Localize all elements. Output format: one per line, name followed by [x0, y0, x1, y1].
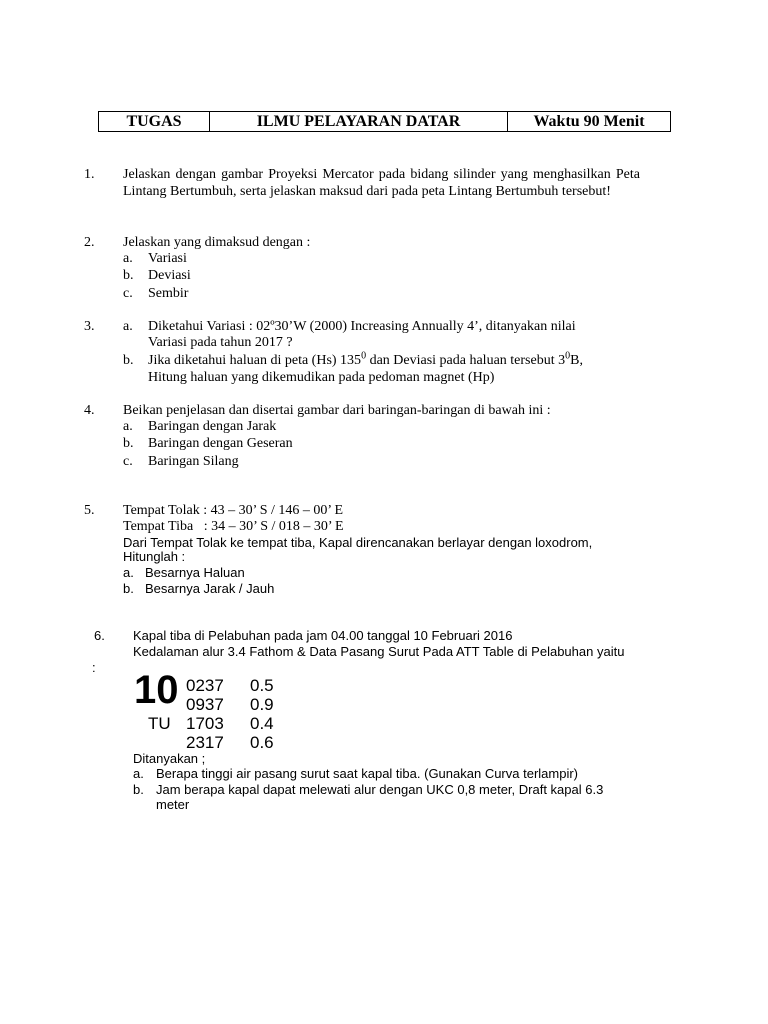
- q2-item-letter: a.: [123, 251, 133, 266]
- header-subject: ILMU PELAYARAN DATAR: [210, 112, 508, 131]
- q6-line1: Kapal tiba di Pelabuhan pada jam 04.00 tanggal 10 Februari 2016: [133, 628, 513, 643]
- q1-number: 1.: [84, 167, 95, 182]
- tide-time: 0237: [186, 676, 224, 695]
- tide-time: 0937: [186, 695, 224, 714]
- q6-colon: :: [92, 660, 96, 675]
- q4-number: 4.: [84, 403, 95, 418]
- tide-day: 10: [134, 668, 179, 712]
- q3a-line2: Variasi pada tahun 2017 ?: [148, 335, 293, 350]
- tide-time: 2317: [186, 733, 224, 752]
- header-time: Waktu 90 Menit: [533, 112, 645, 130]
- tide-height: 0.9: [250, 695, 274, 714]
- q6b-line2: meter: [156, 797, 190, 812]
- q5-line4: Hitunglah :: [123, 549, 186, 564]
- q1-text: Jelaskan dengan gambar Proyeksi Mercator pada bidang silinder yang menghasilkan Peta Lintang Bertumbuh, serta jelaskan maksud dari pada peta Lintang Bertumbuh tersebut!: [123, 167, 640, 199]
- tide-height: 0.4: [250, 714, 274, 733]
- q4-item-text: Baringan dengan Jarak: [148, 419, 277, 434]
- header-tugas: TUGAS: [99, 112, 210, 131]
- q3b-line1: Jika diketahui haluan di peta (Hs) $135^0$ dan Deviasi pada haluan tersebut $3^0B$,: [148, 350, 583, 368]
- q2-item-text: Sembir: [148, 286, 189, 301]
- q5-item-letter: b.: [123, 581, 134, 596]
- q5-item-text: Besarnya Jarak / Jauh: [145, 581, 275, 596]
- q4-item-text: Baringan Silang: [148, 454, 239, 469]
- q6-line2: Kedalaman alur 3.4 Fathom & Data Pasang Surut Pada ATT Table di Pelabuhan yaitu: [133, 644, 625, 659]
- q2-text: Jelaskan yang dimaksud dengan :: [123, 235, 311, 250]
- q4-text: Beikan penjelasan dan disertai gambar dari baringan-baringan di bawah ini :: [123, 403, 551, 418]
- q2-item-letter: b.: [123, 268, 134, 283]
- q2-item-text: Deviasi: [148, 268, 191, 283]
- q6-number: 6.: [94, 628, 105, 643]
- q3a-line1: Diketahui Variasi : 02º30’W (2000) Increasing Annually 4’, ditanyakan nilai: [148, 319, 576, 334]
- q3a-letter: a.: [123, 319, 133, 334]
- tide-time: 1703: [186, 714, 224, 733]
- q2-item-letter: c.: [123, 286, 133, 301]
- header-table: [98, 111, 671, 132]
- q5-line1: Tempat Tolak : 43 – 30’ S / 146 – 00’ E: [123, 503, 344, 518]
- q6a-letter: a.: [133, 766, 144, 781]
- q6b-letter: b.: [133, 782, 144, 797]
- q3b-line2: Hitung haluan yang dikemudikan pada pedoman magnet (Hp): [148, 370, 495, 385]
- q2-item-text: Variasi: [148, 251, 187, 266]
- q6a-text: Berapa tinggi air pasang surut saat kapal tiba. (Gunakan Curva terlampir): [156, 766, 578, 781]
- q5-line3: Dari Tempat Tolak ke tempat tiba, Kapal direncanakan berlayar dengan loxodrom,: [123, 535, 593, 550]
- tide-height: 0.6: [250, 733, 274, 752]
- q2-number: 2.: [84, 235, 95, 250]
- q6-asked: Ditanyakan ;: [133, 751, 206, 766]
- q5-item-letter: a.: [123, 565, 134, 580]
- q3b-letter: b.: [123, 353, 134, 368]
- q6b-line1: Jam berapa kapal dapat melewati alur dengan UKC 0,8 meter, Draft kapal 6.3: [156, 782, 604, 797]
- q4-item-text: Baringan dengan Geseran: [148, 436, 293, 451]
- q5-line2: Tempat Tiba : 34 – 30’ S / 018 – 30’ E: [123, 519, 344, 534]
- tide-weekday: TU: [148, 714, 171, 733]
- q4-item-letter: b.: [123, 436, 134, 451]
- q4-item-letter: c.: [123, 454, 133, 469]
- q5-number: 5.: [84, 503, 95, 518]
- tide-height: 0.5: [250, 676, 274, 695]
- q5-item-text: Besarnya Haluan: [145, 565, 245, 580]
- q4-item-letter: a.: [123, 419, 133, 434]
- q3-number: 3.: [84, 319, 95, 334]
